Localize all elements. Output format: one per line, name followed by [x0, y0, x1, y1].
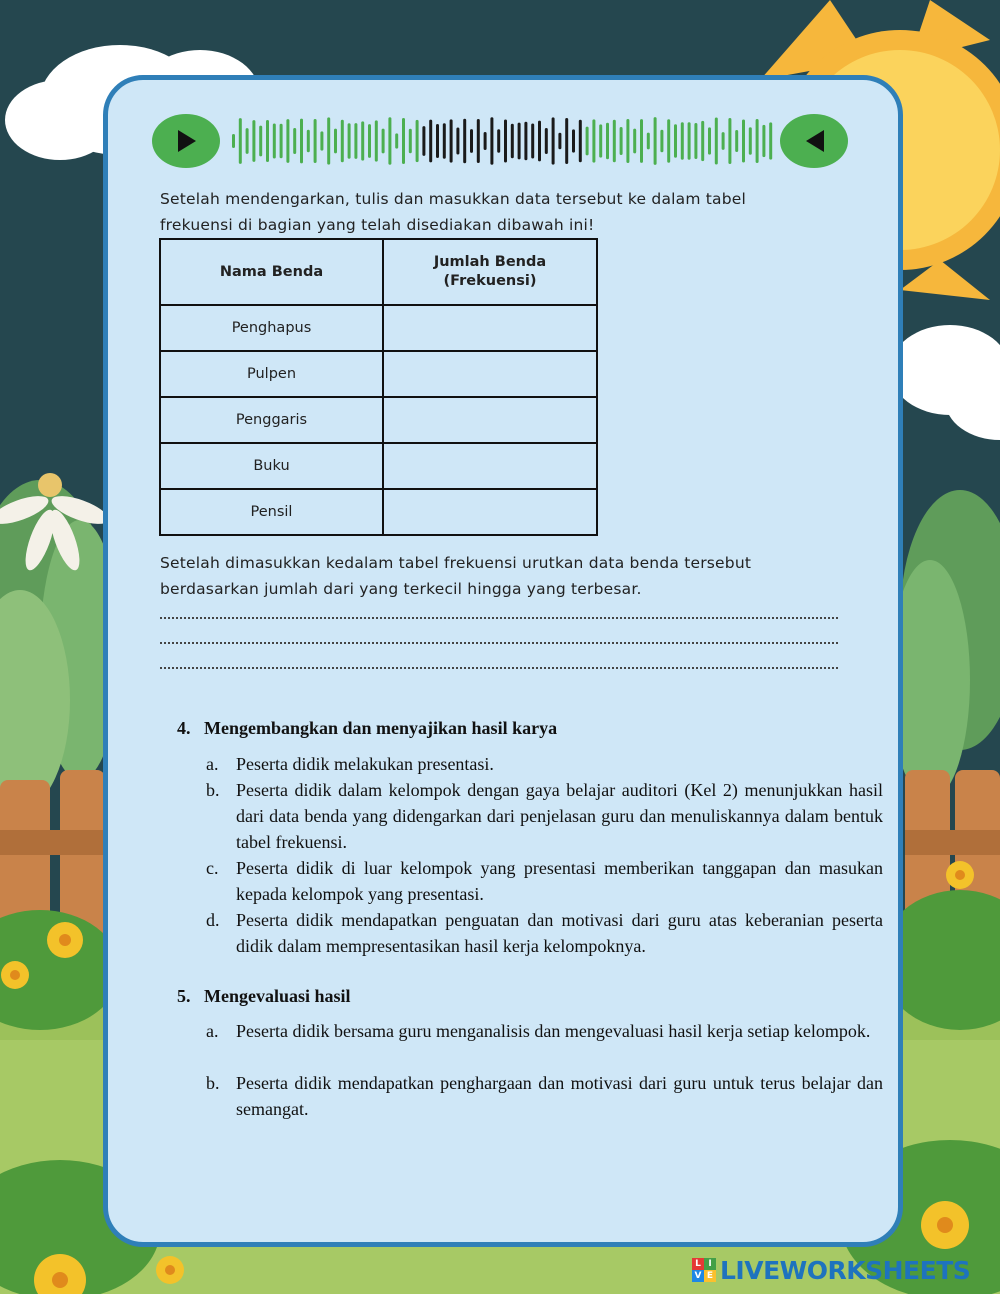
waveform-bar: [654, 117, 657, 165]
item-text: Peserta didik dalam kelompok dengan gaya belajar auditori (Kel 2) menunjukkan hasil dari data benda yang didengarkan dari penjelasan guru dan menuliskannya dalam bentuk tabel frekuensi.: [236, 780, 883, 852]
waveform-bar: [749, 127, 752, 155]
waveform-bar: [579, 120, 582, 163]
instruction-line: berdasarkan jumlah dari yang terkecil hingga yang terbesar.: [160, 580, 642, 598]
waveform-bar: [382, 129, 385, 154]
item-name: Buku: [160, 443, 383, 489]
waveform-bar: [484, 132, 487, 150]
item-letter: d.: [206, 910, 220, 930]
waveform-bar: [286, 119, 289, 163]
list-item: [206, 1070, 883, 1122]
waveform-bar: [341, 120, 344, 162]
frequency-answer-cell[interactable]: [383, 351, 597, 397]
item-text: Peserta didik mendapatkan penghargaan dan motivasi dari guru untuk terus belajar dan semangat.: [236, 1073, 883, 1119]
section-4-title: 4. Mengembangkan dan menyajikan hasil karya: [177, 718, 558, 738]
answer-line[interactable]: [160, 642, 838, 644]
waveform-bar: [280, 124, 283, 159]
table-row: [160, 397, 597, 443]
waveform-bar: [565, 118, 568, 164]
waveform-bar: [327, 117, 330, 164]
waveform-bar: [300, 119, 303, 164]
waveform-bar: [504, 120, 507, 163]
waveform-bar: [688, 122, 691, 160]
waveform-bar: [558, 133, 561, 149]
header-nama-benda: Nama Benda: [160, 239, 383, 305]
waveform-bar: [735, 130, 738, 152]
waveform-bar: [708, 127, 711, 154]
waveform-bar: [626, 119, 629, 163]
table-row: [160, 489, 597, 535]
waveform-bar: [463, 119, 466, 163]
waveform-bar: [450, 119, 453, 162]
waveform-bar: [443, 123, 446, 158]
section-5-title: 5. Mengevaluasi hasil: [177, 986, 351, 1006]
waveform-bar: [314, 119, 317, 163]
waveform-bar: [273, 124, 276, 159]
item-name: Pulpen: [160, 351, 383, 397]
item-letter: b.: [206, 1073, 220, 1093]
waveform-bar: [266, 120, 269, 162]
waveform-bar: [531, 124, 534, 159]
waveform-bar: [640, 119, 643, 163]
list-item: [206, 1018, 883, 1044]
waveform-bar: [490, 117, 493, 164]
table-row: [160, 443, 597, 489]
waveform-bar: [239, 118, 242, 164]
waveform-bar: [348, 123, 351, 159]
waveform-bar: [572, 129, 575, 152]
waveform-bar: [518, 123, 521, 160]
waveform-bar: [538, 121, 541, 162]
logo-text: LIVEWORKSHEETS: [720, 1255, 971, 1285]
waveform-bar: [606, 123, 609, 159]
waveform-bar: [320, 131, 323, 150]
liveworksheets-logo: [692, 1255, 970, 1285]
waveform-bar: [728, 118, 731, 164]
waveform-bar: [681, 122, 684, 159]
item-text: Peserta didik bersama guru menganalisis dan mengevaluasi hasil kerja setiap kelompok.: [236, 1021, 871, 1041]
table-row: [160, 351, 597, 397]
header-line: Jumlah Benda: [433, 254, 547, 270]
item-text: Peserta didik di luar kelompok yang presentasi memberikan tanggapan dan masukan kepada kelompok yang presentasi.: [236, 858, 883, 904]
logo-tile: V: [692, 1270, 704, 1282]
list-item: [206, 751, 883, 777]
header-jumlah-benda: [383, 239, 597, 305]
waveform-bar: [694, 123, 697, 159]
item-name: Pensil: [160, 489, 383, 535]
waveform-bar: [613, 120, 616, 162]
item-name: Penghapus: [160, 305, 383, 351]
waveform-bar: [388, 117, 391, 165]
instruction-line: frekuensi di bagian yang telah disediakan dibawah ini!: [160, 216, 595, 234]
waveform-bar: [552, 117, 555, 164]
waveform-bar: [402, 118, 405, 164]
logo-tile: L: [692, 1258, 704, 1270]
frequency-answer-cell[interactable]: [383, 397, 597, 443]
item-letter: b.: [206, 780, 220, 800]
waveform-bar: [232, 134, 235, 148]
header-line: (Frekuensi): [443, 273, 537, 289]
waveform-bar: [368, 124, 371, 158]
table-row: [160, 305, 597, 351]
waveform-bar: [252, 120, 255, 162]
waveform-bar: [470, 129, 473, 153]
waveform-bar: [667, 119, 670, 162]
frequency-answer-cell[interactable]: [383, 489, 597, 535]
frequency-table: [159, 238, 598, 536]
frequency-answer-cell[interactable]: [383, 305, 597, 351]
waveform-bar: [497, 129, 500, 153]
waveform-bar: [715, 117, 718, 164]
waveform-bar: [620, 127, 623, 155]
waveform-bar: [660, 130, 663, 152]
waveform-bar: [769, 122, 772, 159]
item-text: Peserta didik melakukan presentasi.: [236, 754, 494, 774]
waveform-bar: [701, 121, 704, 161]
list-item: [206, 907, 883, 959]
waveform-bar: [436, 124, 439, 158]
waveform-bar: [742, 120, 745, 163]
frequency-answer-cell[interactable]: [383, 443, 597, 489]
waveform-bar: [409, 129, 412, 153]
waveform-bar: [762, 125, 765, 157]
waveform-bar: [674, 124, 677, 158]
waveform-bar: [429, 120, 432, 163]
waveform-bar: [456, 127, 459, 154]
waveform-bar: [592, 119, 595, 162]
rewind-button[interactable]: [780, 114, 848, 168]
waveform-bar: [586, 127, 589, 156]
waveform-bar: [647, 133, 650, 150]
waveform-bar: [259, 126, 262, 157]
item-text: Peserta didik mendapatkan penguatan dan motivasi dari guru atas keberanian peserta didik dalam mempresentasikan hasil kerja kelompoknya.: [236, 910, 883, 956]
waveform-bar: [395, 133, 398, 148]
item-letter: a.: [206, 754, 219, 774]
instruction-line: Setelah dimasukkan kedalam tabel frekuensi urutkan data benda tersebut: [160, 554, 752, 572]
list-item: [206, 855, 883, 907]
item-letter: c.: [206, 858, 219, 878]
waveform-bar: [375, 120, 378, 161]
audio-player: [152, 112, 848, 170]
waveform-bar: [307, 130, 310, 152]
logo-tile: I: [704, 1258, 716, 1270]
item-letter: a.: [206, 1021, 219, 1041]
instruction-line: Setelah mendengarkan, tulis dan masukkan data tersebut ke dalam tabel: [160, 190, 747, 208]
logo-tiles-icon: [692, 1258, 716, 1282]
waveform-bar: [334, 129, 337, 154]
waveform-bar: [422, 126, 425, 156]
waveform-bar: [361, 121, 364, 160]
audio-waveform: [232, 117, 772, 165]
waveform-bar: [354, 123, 357, 159]
waveform-bar: [756, 119, 759, 163]
waveform-bar: [524, 122, 527, 160]
waveform-bar: [511, 124, 514, 159]
list-item: [206, 777, 883, 855]
table-header-row: [160, 239, 597, 305]
play-button[interactable]: [152, 114, 220, 168]
waveform-bar: [293, 128, 296, 154]
waveform-bar: [722, 132, 725, 150]
waveform-bar: [246, 128, 249, 154]
waveform-bar: [633, 129, 636, 154]
answer-line[interactable]: [160, 617, 838, 619]
instruction-paragraph-2: [160, 550, 840, 602]
waveform-bar: [416, 120, 419, 162]
answer-line[interactable]: [160, 667, 838, 669]
logo-tile: E: [704, 1270, 716, 1282]
waveform-bar: [599, 124, 602, 157]
waveform-bar: [477, 119, 480, 163]
instruction-paragraph-1: [160, 186, 840, 238]
item-name: Penggaris: [160, 397, 383, 443]
waveform-bar: [545, 128, 548, 154]
